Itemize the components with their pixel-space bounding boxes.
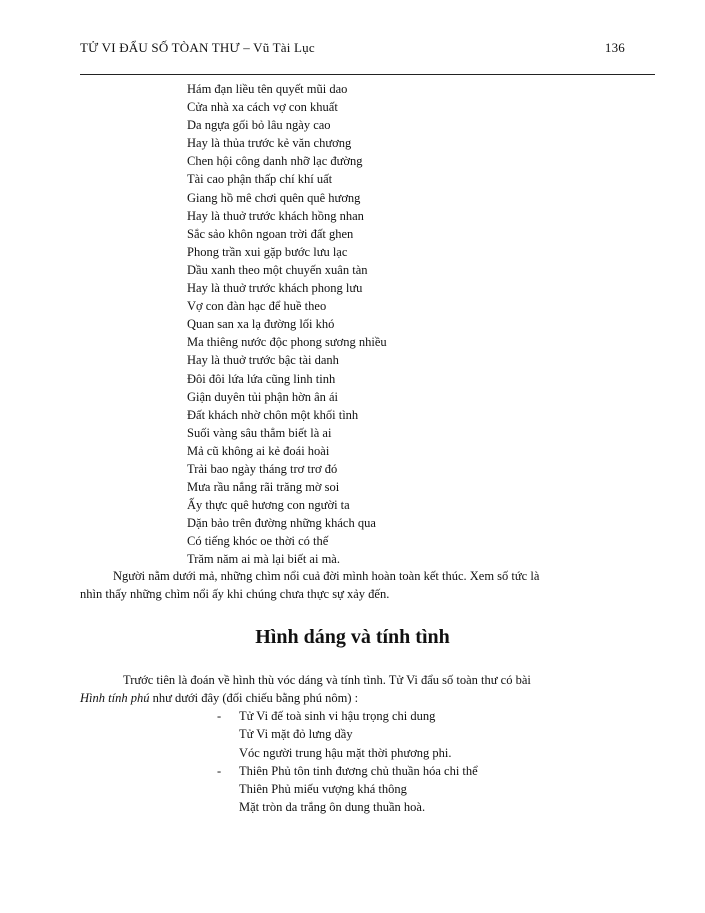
poem-line: Hám đạn liều tên quyết mũi dao xyxy=(187,82,348,96)
paragraph-line xyxy=(80,689,640,707)
paragraph-intro xyxy=(80,671,640,707)
poem-line: Mả cũ không ai kẻ đoái hoài xyxy=(187,443,330,458)
poem-line: Tài cao phận thấp chí khí uất xyxy=(187,172,333,187)
poem-line: Cửa nhà xa cách vợ con khuất xyxy=(187,100,338,115)
poem-line: Đất khách nhờ chôn một khối tình xyxy=(187,407,359,422)
poem xyxy=(187,80,387,569)
poem-line: Quan san xa lạ đường lối khó xyxy=(187,317,335,332)
poem-line: Có tiếng khóc oe thời có thế xyxy=(187,534,329,549)
poem-line: Dặn bảo trên đường những khách qua xyxy=(187,516,376,531)
paragraph-line: Người nằm dưới mả, những chìm nổi cuả đời mình hoàn toàn kết thúc. Xem số tức là xyxy=(113,569,540,583)
bullet-line: Mặt tròn da trắng ôn dung thuần hoà. xyxy=(239,800,426,815)
poem-line: Hay là thủa trước kẻ văn chương xyxy=(187,136,352,151)
poem-line: Vợ con đàn hạc để huề theo xyxy=(187,299,327,314)
poem-line: Phong trần xui gặp bước lưu lạc xyxy=(187,244,348,259)
bullet-item xyxy=(217,707,478,762)
poem-line: Ấy thực quê hương con người ta xyxy=(187,498,350,513)
section-heading: Hình dáng và tính tình xyxy=(255,626,450,648)
poem-line: Suối vàng sâu thẳm biết là ai xyxy=(187,425,332,440)
poem-line: Giang hồ mê chơi quên quê hương xyxy=(187,190,361,205)
bullet-dash: - xyxy=(217,709,222,723)
bullet-line: Tử Vi mặt đỏ lưng dầy xyxy=(239,727,353,742)
poem-line: Trải bao ngày tháng trơ trơ đó xyxy=(187,461,338,476)
paragraph-conclusion xyxy=(80,567,640,603)
poem-line: Đôi đôi lứa lứa cũng linh tinh xyxy=(187,371,336,386)
header-rule xyxy=(80,74,655,75)
bullet-text: Tử Vi đế toà sinh vi hậu trọng chi dung xyxy=(239,709,436,723)
poem-line: Chen hội công danh nhỡ lạc đường xyxy=(187,154,363,169)
paragraph-line: Trước tiên là đoán về hình thù vóc dáng và tính tình. Tử Vi đẩu số toàn thư có bài xyxy=(123,673,531,687)
bullet-line: Thiên Phủ miếu vượng khá thông xyxy=(239,782,407,797)
bullet-text: Thiên Phủ tôn tinh đương chủ thuần hóa chi thể xyxy=(239,763,478,778)
poem-line: Sắc sảo khôn ngoan trời đất ghen xyxy=(187,226,354,241)
bullet-line xyxy=(217,762,478,780)
page-number: 136 xyxy=(604,40,625,55)
bullet-item xyxy=(217,762,478,817)
poem-line: Dầu xanh theo một chuyến xuân tàn xyxy=(187,262,368,277)
poem-line: Giận duyên tủi phận hờn ân ái xyxy=(187,389,339,404)
bullet-dash: - xyxy=(217,763,222,778)
bullet-line xyxy=(217,707,478,725)
poem-line: Ma thiêng nước độc phong sương nhiều xyxy=(187,335,387,350)
poem-line: Hay là thuở trước bậc tài danh xyxy=(187,353,339,368)
poem-line: Mưa rầu nắng rãi trăng mờ soi xyxy=(187,480,340,495)
running-title: TỬ VI ĐẨU SỐ TÒAN THƯ – Vũ Tài Lục xyxy=(80,40,315,55)
poem-line: Trăm năm ai mà lại biết ai mà. xyxy=(187,552,340,567)
bullet-list xyxy=(217,707,478,817)
page-header xyxy=(80,40,655,56)
bullet-line: Vóc người trung hậu mặt thời phương phi. xyxy=(239,745,452,760)
poem-line: Da ngựa gối bỏ lâu ngày cao xyxy=(187,118,331,133)
poem-line: Hay là thuở trước khách phong lưu xyxy=(187,281,363,296)
poem-title-italic: Hình tính phú xyxy=(80,691,150,705)
paragraph-line-rest: như dưới đây (đối chiếu bằng phú nôm) : xyxy=(149,691,359,705)
paragraph-line: nhìn thấy những chìm nổi ấy khi chúng chưa thực sự xảy đến. xyxy=(80,587,390,601)
poem-line: Hay là thuở trước khách hồng nhan xyxy=(187,208,364,223)
